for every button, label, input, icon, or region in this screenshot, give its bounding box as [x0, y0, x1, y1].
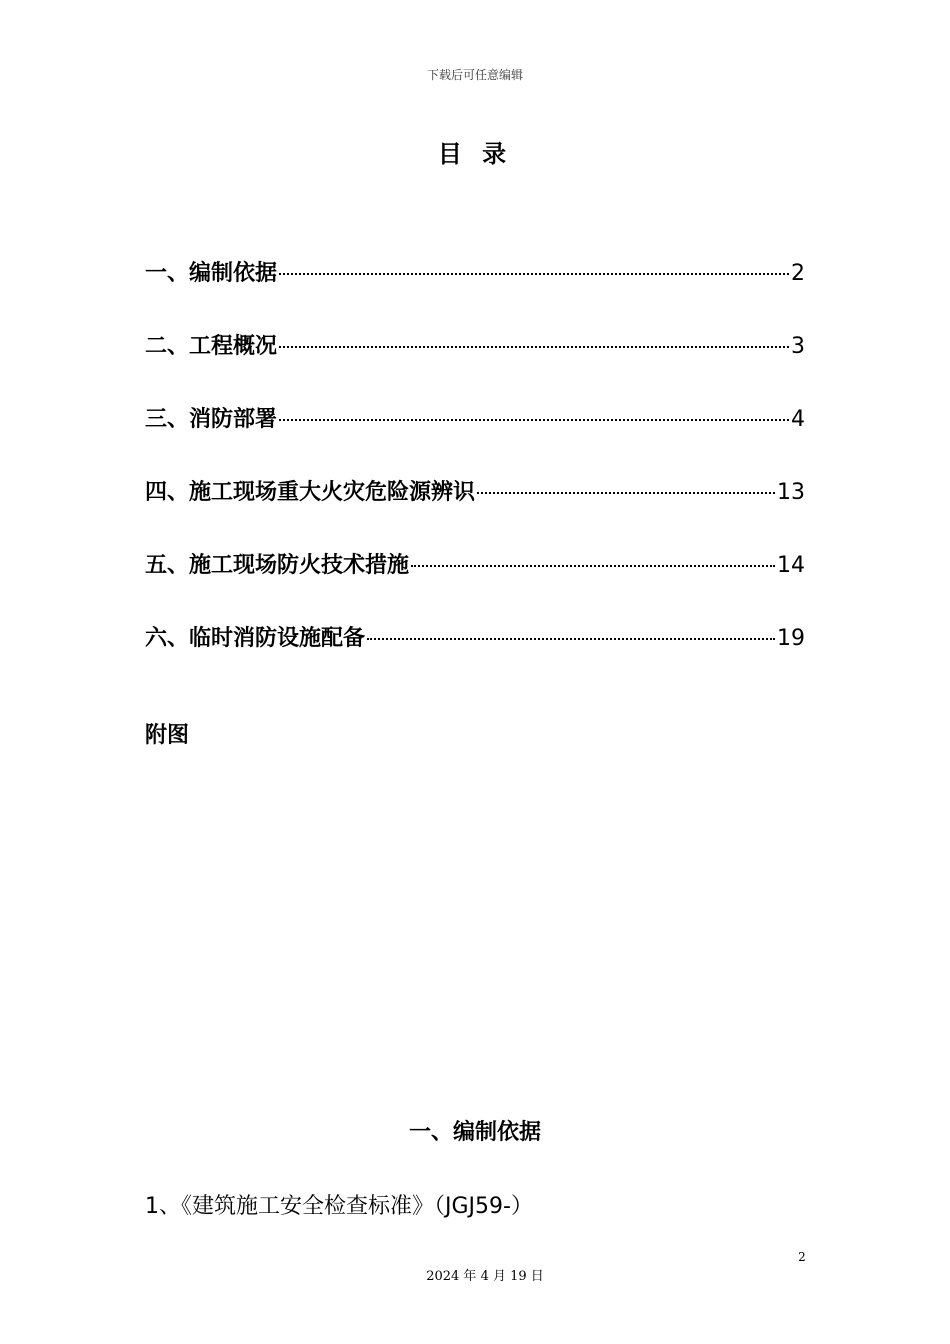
- toc-entry-fire-deployment[interactable]: [145, 402, 805, 475]
- toc-entry-label: 一、编制依据: [145, 261, 278, 286]
- toc-leader-dots: [367, 638, 775, 640]
- toc-entry-fire-prevention[interactable]: [145, 548, 805, 621]
- header-note: 下载后可任意编辑: [426, 68, 523, 82]
- toc-entry-label: 四、施工现场重大火灾危险源辨识: [145, 480, 476, 505]
- toc-entry-page: 13: [777, 480, 805, 505]
- toc-leader-dots: [411, 565, 775, 567]
- table-of-contents: [145, 256, 805, 694]
- reference-item: 1、《建筑施工安全检查标准》（JGJ59-）: [145, 1194, 533, 1219]
- toc-entry-label: 六、临时消防设施配备: [145, 626, 366, 651]
- toc-leader-dots: [279, 273, 789, 275]
- toc-entry-page: 3: [791, 334, 805, 359]
- toc-entry-hazard-identification[interactable]: [145, 475, 805, 548]
- toc-entry-label: 二、工程概况: [145, 334, 278, 359]
- toc-entry-page: 19: [777, 626, 805, 651]
- toc-entry-overview[interactable]: [145, 329, 805, 402]
- toc-entry-fire-facilities[interactable]: [145, 621, 805, 694]
- toc-entry-page: 2: [791, 261, 805, 286]
- section-heading: 一、编制依据: [408, 1120, 541, 1145]
- toc-entry-label: 三、消防部署: [145, 407, 278, 432]
- toc-entry-page: 14: [777, 553, 805, 578]
- toc-entry-basis[interactable]: [145, 256, 805, 329]
- footer-date: 2024 年 4 月 19 日: [426, 1269, 544, 1284]
- toc-entry-page: 4: [791, 407, 805, 432]
- appendix-heading: 附图: [145, 723, 190, 748]
- toc-leader-dots: [279, 419, 789, 421]
- toc-entry-label: 五、施工现场防火技术措施: [145, 553, 410, 578]
- page-number: 2: [798, 1250, 806, 1264]
- toc-leader-dots: [477, 492, 775, 494]
- toc-title: 目 录: [437, 140, 513, 168]
- toc-leader-dots: [279, 346, 789, 348]
